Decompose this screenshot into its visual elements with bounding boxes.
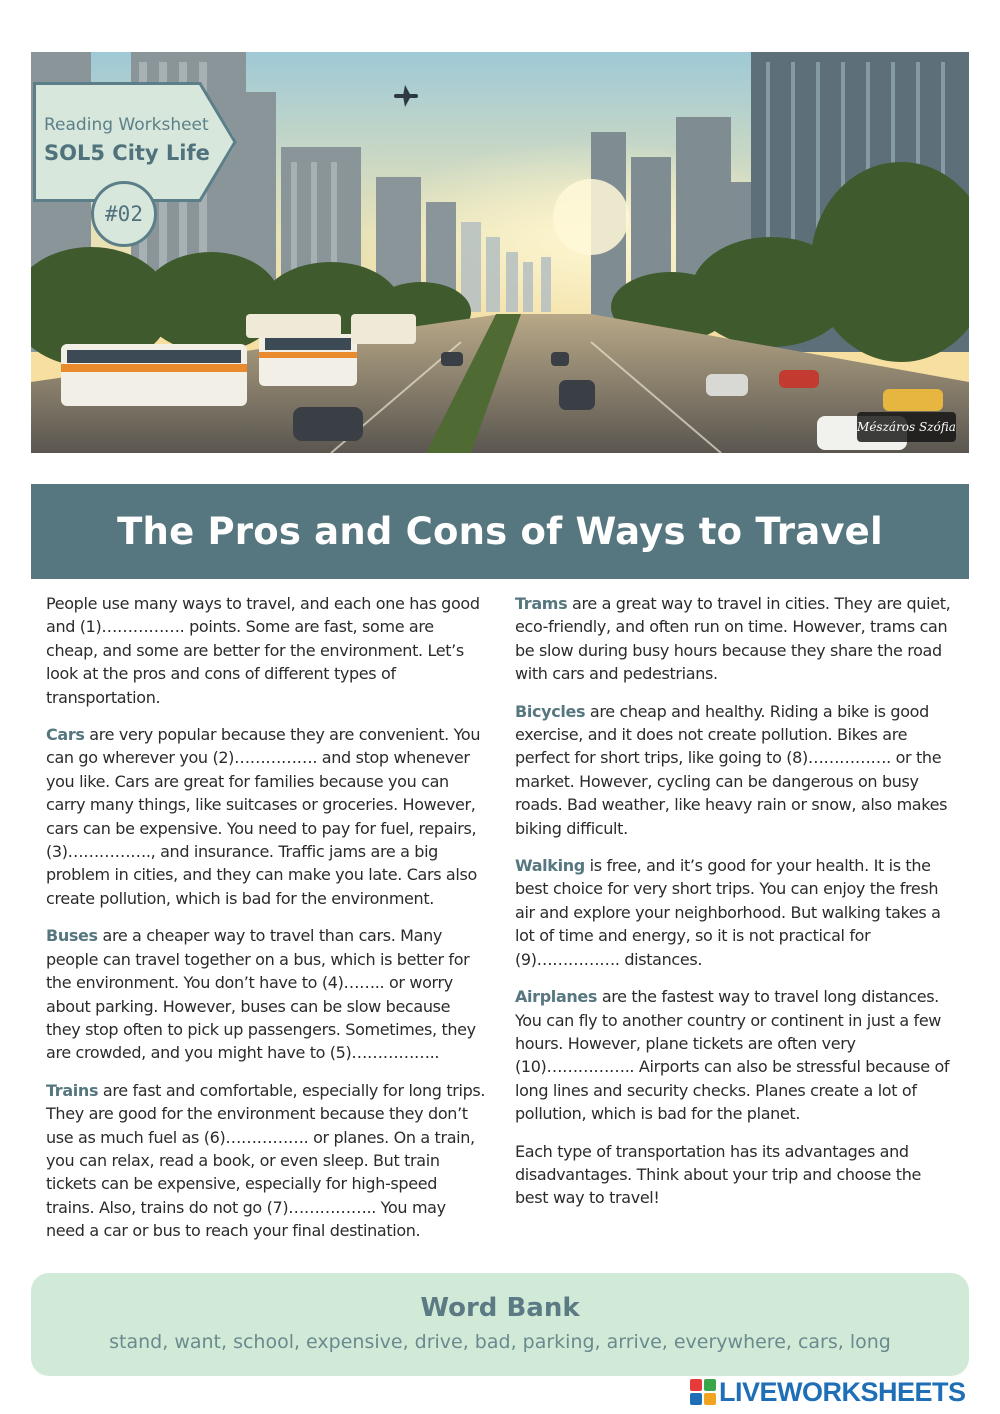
- worksheet-number-badge: #02: [91, 181, 157, 247]
- trains-keyword: Trains: [46, 1080, 99, 1100]
- walking-text: is free, and it’s good for your health. It is the best choice for very short trips. You can enjoy the fresh air and explore your neighborhood. But walking takes a lot of time and energy, so it is not practical for (9)……………. distances.: [515, 856, 941, 969]
- cars-paragraph: [46, 723, 488, 910]
- page-title: The Pros and Cons of Ways to Travel: [117, 510, 883, 553]
- walking-keyword: Walking: [515, 856, 585, 876]
- walking-paragraph: [515, 854, 957, 971]
- worksheet-label: Reading Worksheet: [44, 115, 209, 135]
- right-column: [515, 592, 957, 1224]
- cars-keyword: Cars: [46, 725, 85, 745]
- title-banner: [31, 484, 969, 579]
- bicycles-keyword: Bicycles: [515, 701, 586, 721]
- intro-paragraph: People use many ways to travel, and each one has good and (1)……………. points. Some are fast, some are cheap, and some are better for the environment. Let’s look at the pros and cons of different types of transportation.: [46, 594, 480, 707]
- trains-paragraph: [46, 1079, 488, 1243]
- buses-keyword: Buses: [46, 926, 98, 946]
- word-bank: [31, 1273, 969, 1376]
- photo-credit: Mészáros Szófia: [857, 412, 956, 442]
- airplanes-keyword: Airplanes: [515, 987, 598, 1007]
- trams-text: are a great way to travel in cities. They are quiet, eco-friendly, and often run on time. However, trams can be slow during busy hours because they share the road with cars and pedestrians.: [515, 594, 951, 684]
- left-column: [46, 592, 488, 1257]
- liveworksheets-logo-icon: [690, 1379, 716, 1405]
- airplanes-text: are the fastest way to travel long distances. You can fly to another country or continent in just a few hours. However, plane tickets are often very (10)…………….. Airports can also be stressful because of long lines and security checks. Planes create a lot of pollution, which is bad for the planet.: [515, 987, 950, 1124]
- conclusion-paragraph: Each type of transportation has its advantages and disadvantages. Think about your trip and choose the best way to travel!: [515, 1141, 921, 1208]
- buses-text: are a cheaper way to travel than cars. Many people can travel together on a bus, which is better for the environment. You don’t have to (4)…….. or worry about parking. However, buses can be slow because they stop often to pick up passengers. Sometimes, they are crowded, and you might have to (5)……………..: [46, 926, 476, 1063]
- buses-paragraph: [46, 924, 488, 1064]
- word-bank-words: stand, want, school, expensive, drive, bad, parking, arrive, everywhere, cars, long: [109, 1331, 891, 1353]
- cars-text: are very popular because they are convenient. You can go wherever you (2)……………. and stop whenever you like. Cars are great for families because you can carry many things, like suitcases or groceries. However, cars can be expensive. You need to pay for fuel, repairs, (3)……………., and insurance. Traffic jams are a big problem in cities, and they can make you late. Cars also create pollution, which is bad for the environment.: [46, 725, 481, 908]
- bicycles-text: are cheap and healthy. Riding a bike is good exercise, and it does not create pollution. Bikes are perfect for short trips, like going to (8)……………. or the market. However, cycling can be dangerous on busy roads. Bad weather, like heavy rain or snow, also makes biking difficult.: [515, 701, 948, 838]
- trams-keyword: Trams: [515, 594, 568, 613]
- trams-paragraph: [515, 592, 957, 686]
- liveworksheets-logo[interactable]: [690, 1377, 966, 1407]
- worksheet-title: SOL5 City Life: [44, 141, 210, 165]
- liveworksheets-logo-text: LIVEWORKSHEETS: [719, 1376, 966, 1407]
- airplanes-paragraph: [515, 985, 957, 1125]
- bicycles-paragraph: [515, 700, 957, 840]
- trains-text: are fast and comfortable, especially for long trips. They are good for the environment because they don’t use as much fuel as (6)……………. or planes. On a train, you can relax, read a book, or even sleep. But train tickets can be expensive, especially for high-speed trains. Also, trains do not go (7)…………….. You may need a car or bus to reach your final destination.: [46, 1080, 486, 1241]
- word-bank-title: Word Bank: [420, 1293, 580, 1323]
